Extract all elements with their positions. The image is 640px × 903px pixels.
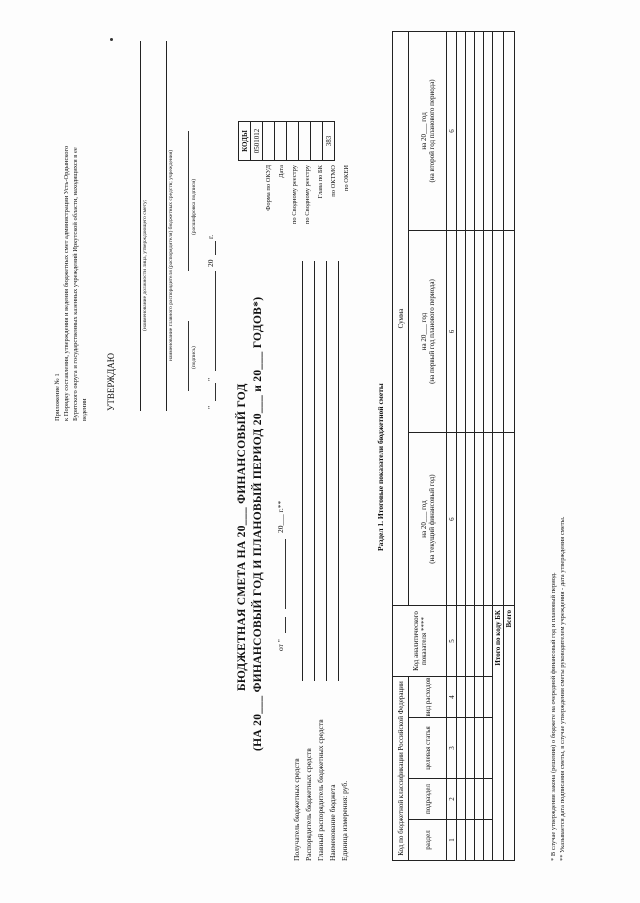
code-registry-2	[287, 122, 299, 161]
field-recipient: Получатель бюджетных средств	[292, 758, 301, 861]
signature-line	[188, 321, 189, 391]
rotated-form	[40, 11, 600, 891]
title-day-line	[285, 617, 286, 633]
total-all-label: Всего	[504, 606, 515, 861]
code-label-glava: Глава по БК	[317, 165, 324, 199]
field-recipient-line	[302, 261, 303, 681]
col-celevaya: целевая статья	[409, 718, 447, 779]
field-main-distributor: Главный распорядитель бюджетных средств	[316, 719, 325, 861]
sum1-desc: (на текущий финансовый год)	[427, 474, 436, 564]
footnote-1: * В случае утверждения закона (решения) о бюджете на очередной финансовый год и плановый период.	[550, 572, 557, 861]
appendix-line-2: к Порядку составления, утверждения и ведения бюджетных смет администрации Усть-Ордынского	[63, 145, 70, 421]
approve-date-quote: "	[206, 405, 215, 409]
sum1-year: на 20___ год	[419, 500, 428, 538]
code-okei: 383	[323, 122, 335, 161]
codes-header: КОДЫ	[239, 122, 251, 161]
appendix-line-3: Бурятского округа и государственных казенных учреждений Иркутской области, находящихся в ее	[72, 147, 79, 421]
col-razdel: раздел	[409, 820, 447, 861]
col-vid: вид расходов	[409, 677, 447, 718]
table-row	[466, 32, 475, 861]
sum2-desc: (на первый год планового периода)	[427, 279, 436, 384]
sum-header: Сумма	[393, 32, 409, 606]
total-bk-row	[493, 32, 504, 861]
approve-line-1	[140, 41, 141, 411]
col-podrazdel: подраздел	[409, 779, 447, 820]
signature-caption: (подпись)	[191, 346, 197, 369]
num-3: 3	[447, 718, 457, 779]
approve-heading: УТВЕРЖДАЮ	[106, 352, 116, 411]
num-7: 6	[447, 230, 457, 432]
sum3-desc: (на второй год планового периода)	[427, 79, 436, 183]
field-budget-name-line	[338, 261, 339, 681]
title-date-from: от "	[276, 639, 285, 651]
code-label-date: Дата	[278, 165, 285, 178]
table-row	[457, 32, 466, 861]
title-month-line	[285, 539, 286, 609]
approve-day-line	[215, 383, 216, 401]
title-date-year: 20___ г.**	[276, 500, 285, 533]
code-oktmo	[311, 122, 323, 161]
code-label-okud: Форма по ОКУД	[265, 165, 272, 211]
form-title-line-2: (НА 20___ ФИНАНСОВЫЙ ГОД И ПЛАНОВЫЙ ПЕРИОД 20___ и 20___ ГОДОВ*)	[252, 296, 264, 751]
budget-table	[392, 31, 515, 861]
field-distributor: Распорядитель бюджетных средств	[304, 748, 313, 861]
table-row	[484, 32, 493, 861]
decode-line	[188, 131, 189, 271]
approve-year-prefix: 20	[206, 259, 215, 267]
num-4: 4	[447, 677, 457, 718]
sum3-year: на 20___ год	[419, 112, 428, 150]
field-main-distributor-line	[326, 261, 327, 681]
total-bk-label: Итого по коду БК	[493, 606, 504, 861]
appendix-line-1: Приложение № 1	[54, 373, 61, 421]
appendix-line-4: ведении	[81, 398, 88, 421]
code-registry-1	[275, 122, 287, 161]
table-row	[475, 32, 484, 861]
section-title: Раздел 1. Итоговые показатели бюджетной сметы	[376, 383, 385, 551]
code-label-registry-1: по Сводному реестру	[291, 165, 298, 225]
num-5: 5	[447, 606, 457, 677]
field-unit: Единица измерения: руб.	[340, 780, 349, 861]
code-label-oktmo: по ОКТМО	[330, 165, 337, 197]
num-8: 6	[447, 32, 457, 231]
code-date	[263, 122, 275, 161]
num-1: 1	[447, 820, 457, 861]
col-sum-3	[409, 32, 447, 231]
num-6: 6	[447, 433, 457, 606]
approve-year-suffix: г.	[206, 234, 215, 239]
approve-caption-1: (наименование должности лица, утверждающего смету;	[142, 199, 148, 331]
footnote-2: ** Указывается дата подписания сметы, в случае утверждения сметы руководителем учреждения - дата утверждения сметы.	[559, 516, 566, 861]
code-okud: 0501012	[251, 122, 263, 161]
field-distributor-line	[314, 261, 315, 681]
field-budget-name: Наименование бюджета	[328, 784, 337, 861]
total-all-row	[504, 32, 515, 861]
approve-date-quote-2: "	[206, 377, 215, 381]
num-2: 2	[447, 779, 457, 820]
scan-speck	[110, 38, 113, 41]
approve-line-2	[166, 41, 167, 411]
code-label-okei: по ОКЕИ	[343, 165, 350, 192]
approve-caption-2: наименование главного распорядителя (распорядителя) бюджетных средств; учреждения)	[168, 149, 174, 361]
col-sum-2	[409, 230, 447, 432]
analytic-code-header: Код аналитического показателя ****	[393, 606, 447, 677]
form-title-line-1: БЮДЖЕТНАЯ СМЕТА НА 20___ ФИНАНСОВЫЙ ГОД	[236, 383, 248, 691]
code-glava-bk	[299, 122, 311, 161]
col-sum-1	[409, 433, 447, 606]
approve-year-line	[215, 241, 216, 255]
approve-month-line	[215, 271, 216, 371]
code-label-registry-2: по Сводному реестру	[304, 165, 311, 225]
kbk-header: Код по бюджетной классификации Российской Федерации	[393, 677, 409, 861]
decode-caption: (расшифровка подписи)	[191, 178, 197, 235]
codes-table	[238, 121, 335, 161]
sum2-year: на 20___ год	[419, 312, 428, 351]
